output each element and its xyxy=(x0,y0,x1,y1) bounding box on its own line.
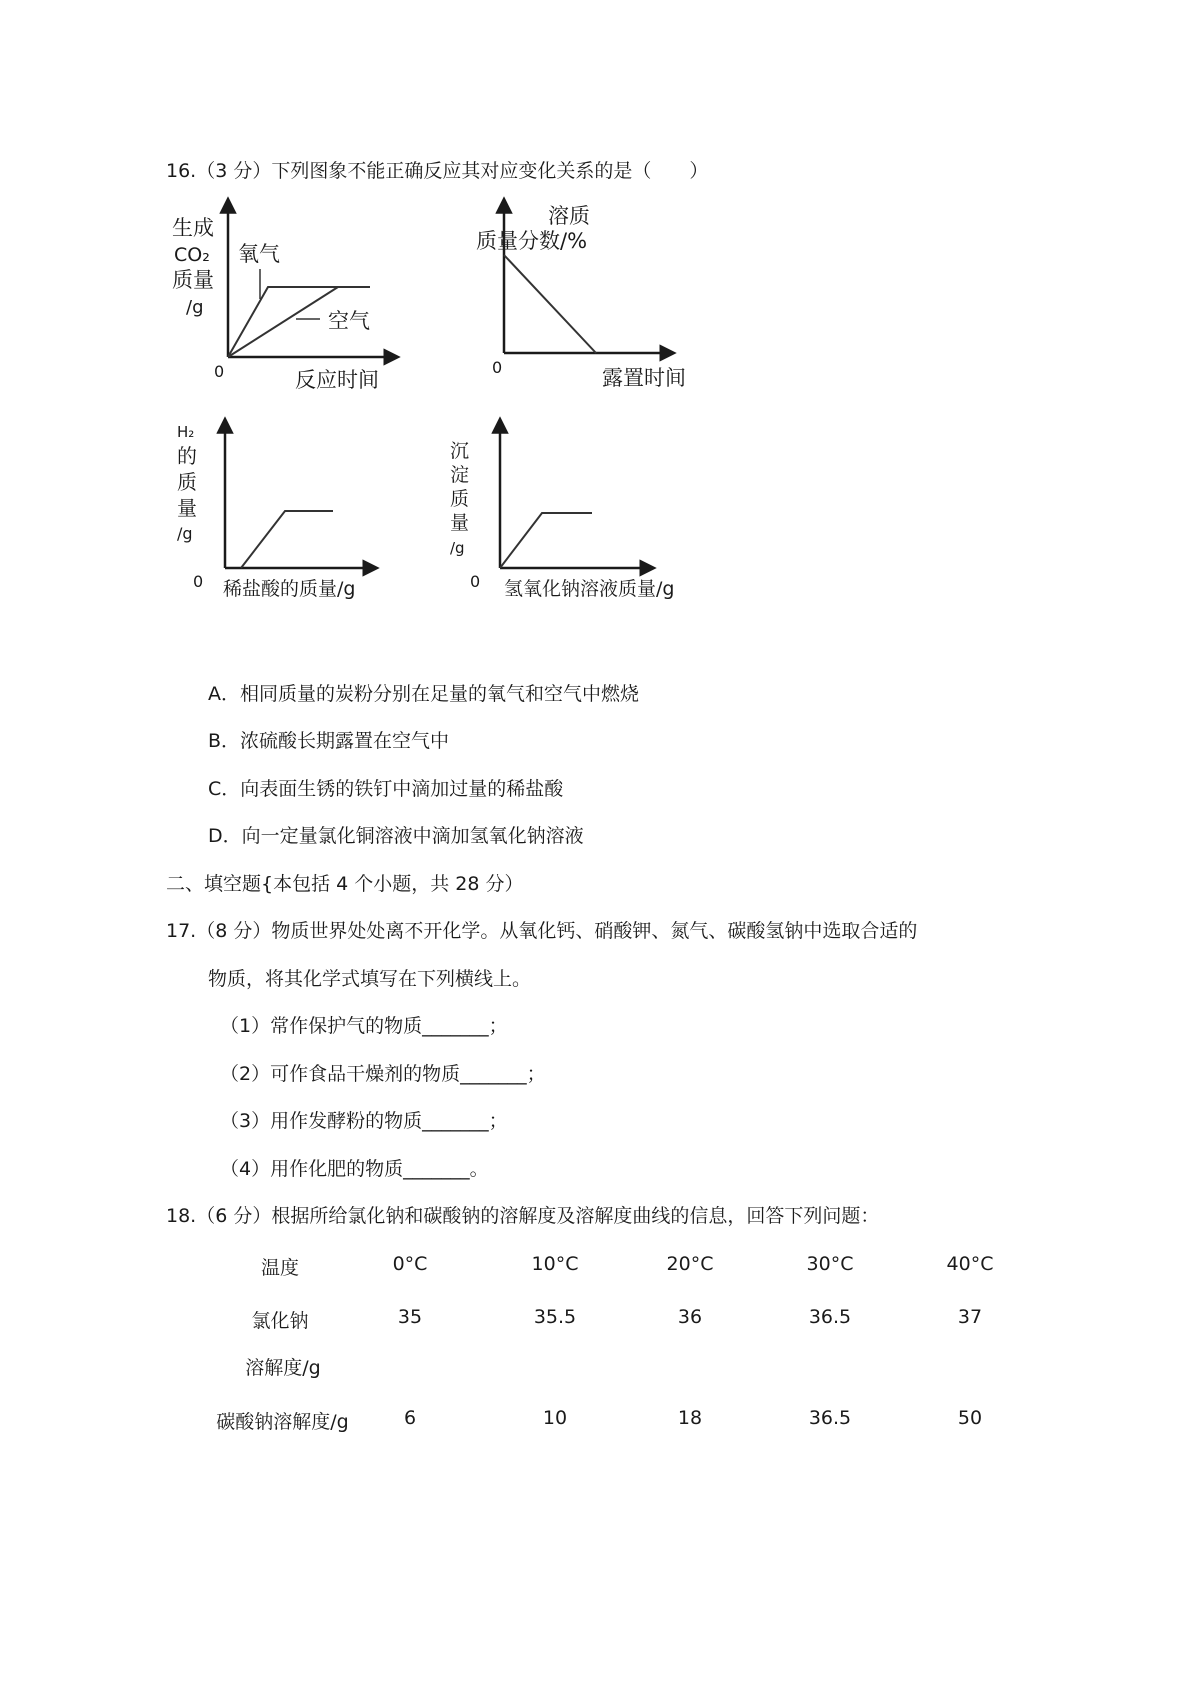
table-header-0c: 0°C xyxy=(392,1253,428,1275)
graph-b-xlabel: 露置时间 xyxy=(602,366,686,390)
q17-item-4: （4）用作化肥的物质_______。 xyxy=(220,1158,489,1180)
graph-d-line xyxy=(500,513,592,568)
q17-stem-line2: 物质，将其化学式填写在下列横线上。 xyxy=(208,968,532,990)
table-row2-label: 碳酸钠溶解度/g xyxy=(216,1411,349,1433)
graph-c xyxy=(165,415,395,615)
graph-c-ylabel-2: 的 xyxy=(177,444,197,468)
table-header-30c: 30°C xyxy=(806,1253,854,1275)
graph-a-xlabel: 反应时间 xyxy=(295,368,379,392)
q16-option-b: B．浓硫酸长期露置在空气中 xyxy=(208,730,450,752)
graph-c-line xyxy=(241,511,333,568)
q16-option-d: D．向一定量氯化铜溶液中滴加氢氧化钠溶液 xyxy=(208,825,584,847)
graph-a-oxygen-label: 氧气 xyxy=(238,242,280,266)
table-row1-val-2: 36 xyxy=(677,1306,703,1328)
graph-c-xlabel: 稀盐酸的质量/g xyxy=(223,578,356,600)
graph-d-ylabel-2: 淀 xyxy=(450,464,470,486)
q16-stem: 16.（3 分）下列图象不能正确反应其对应变化关系的是（ ） xyxy=(166,160,709,182)
graph-c-ylabel-1: H₂ xyxy=(177,423,195,441)
graph-a-ylabel-2: CO₂ xyxy=(174,244,210,266)
q16-option-c: C．向表面生锈的铁钉中滴加过量的稀盐酸 xyxy=(208,778,564,800)
graph-d-ylabel-5: /g xyxy=(450,539,465,557)
q16-option-a: A．相同质量的炭粉分别在足量的氧气和空气中燃烧 xyxy=(208,683,639,705)
graph-d xyxy=(436,415,746,615)
q17-stem-line1: 17.（8 分）物质世界处处离不开化学。从氧化钙、硝酸钾、氮气、碳酸氢钠中选取合适的 xyxy=(166,920,918,942)
section-heading: 二、填空题{本包括 4 个小题，共 28 分） xyxy=(166,873,524,895)
table-header-temp: 温度 xyxy=(260,1257,299,1279)
graph-a-ylabel-3: 质量 xyxy=(172,268,214,292)
graph-d-ylabel-3: 质 xyxy=(450,488,470,510)
graph-c-ylabel-4: 量 xyxy=(177,496,197,520)
graph-d-ylabel-1: 沉 xyxy=(450,440,470,462)
graph-b-ylabel-2: 质量分数/% xyxy=(476,229,588,253)
q17-item-1: （1）常作保护气的物质_______； xyxy=(220,1015,508,1037)
table-row2-val-0: 6 xyxy=(403,1407,417,1429)
table-row2-val-4: 50 xyxy=(957,1407,983,1429)
table-row1-label-a: 氯化钠 xyxy=(251,1310,309,1332)
table-header-40c: 40°C xyxy=(946,1253,994,1275)
graph-a-line-air xyxy=(228,287,338,357)
table-header-10c: 10°C xyxy=(531,1253,579,1275)
graph-d-xlabel: 氢氧化钠溶液质量/g xyxy=(504,578,675,600)
graph-a-ylabel-4: /g xyxy=(186,297,204,318)
table-header-20c: 20°C xyxy=(666,1253,714,1275)
graph-a-origin: 0 xyxy=(214,362,225,381)
graph-a-air-label: 空气 xyxy=(328,309,370,333)
graph-c-origin: 0 xyxy=(193,572,204,591)
graph-c-ylabel-3: 质 xyxy=(177,470,197,494)
q17-item-3: （3）用作发酵粉的物质_______； xyxy=(220,1110,508,1132)
graph-d-ylabel-4: 量 xyxy=(450,512,470,534)
graph-c-ylabel-5: /g xyxy=(177,524,193,543)
graph-a xyxy=(160,195,420,405)
table-row1-val-1: 35.5 xyxy=(533,1306,577,1328)
table-row2-val-1: 10 xyxy=(542,1407,568,1429)
graph-a-ylabel-1: 生成 xyxy=(172,216,214,240)
table-row2-val-3: 36.5 xyxy=(808,1407,852,1429)
table-row1-val-3: 36.5 xyxy=(808,1306,852,1328)
table-row1-val-0: 35 xyxy=(397,1306,423,1328)
table-row1-val-4: 37 xyxy=(957,1306,983,1328)
graph-d-origin: 0 xyxy=(470,572,481,591)
q18-stem: 18.（6 分）根据所给氯化钠和碳酸钠的溶解度及溶解度曲线的信息，回答下列问题： xyxy=(166,1205,880,1227)
graph-b-line xyxy=(504,255,596,353)
graph-b-ylabel-1: 溶质 xyxy=(548,204,590,228)
graph-b xyxy=(440,195,690,405)
table-row1-label-b: 溶解度/g xyxy=(245,1357,321,1379)
table-row2-val-2: 18 xyxy=(677,1407,703,1429)
graph-b-origin: 0 xyxy=(492,358,503,377)
q17-item-2: （2）可作食品干燥剂的物质_______； xyxy=(220,1063,546,1085)
